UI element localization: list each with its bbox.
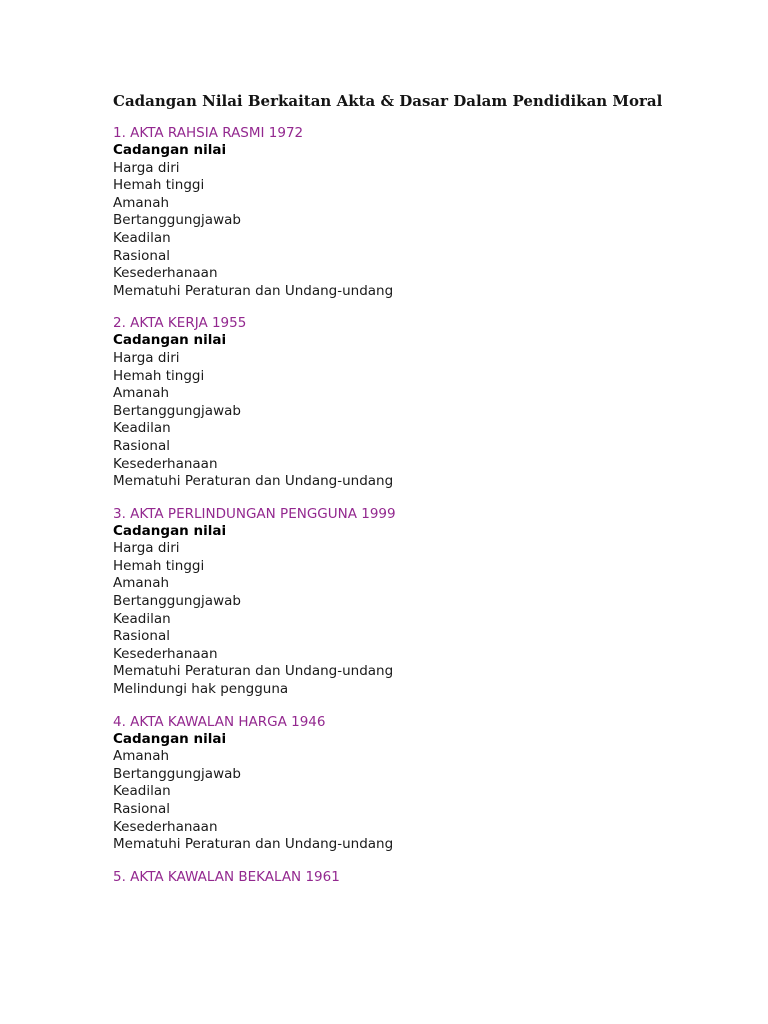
sections-container (113, 124, 733, 886)
value-item: Keadilan (113, 610, 171, 627)
document-title: Cadangan Nilai Berkaitan Akta & Dasar Dalam Pendidikan Moral (113, 92, 663, 110)
value-item: Rasional (113, 628, 170, 645)
act-section (113, 314, 733, 490)
act-section (113, 505, 733, 699)
values-list (113, 748, 733, 854)
act-section (113, 124, 733, 300)
value-item: Mematuhi Peraturan dan Undang-undang (113, 663, 394, 680)
section-heading: 5. AKTA KAWALAN BEKALAN 1961 (113, 868, 340, 885)
value-item: Keadilan (113, 420, 171, 437)
value-item: Hemah tinggi (113, 367, 205, 384)
value-item: Rasional (113, 437, 170, 454)
value-item: Hemah tinggi (113, 177, 205, 194)
value-item: Harga diri (113, 159, 180, 176)
document-page (113, 88, 733, 900)
value-item: Rasional (113, 801, 170, 817)
values-list (113, 540, 733, 698)
section-heading: 4. AKTA KAWALAN HARGA 1946 (113, 713, 326, 730)
value-item: Harga diri (113, 540, 180, 557)
value-item: Kesederhanaan (113, 818, 218, 835)
values-subheading: Cadangan nilai (113, 332, 227, 349)
act-section (113, 868, 733, 886)
section-heading: 3. AKTA PERLINDUNGAN PENGGUNA 1999 (113, 505, 396, 522)
values-subheading: Cadangan nilai (113, 142, 227, 158)
value-item: Amanah (113, 385, 170, 402)
values-subheading: Cadangan nilai (113, 730, 227, 747)
value-item: Bertanggungjawab (113, 402, 241, 419)
value-item: Harga diri (113, 349, 180, 366)
value-item: Bertanggungjawab (113, 212, 241, 229)
value-item: Hemah tinggi (113, 557, 205, 574)
values-list (113, 160, 733, 301)
values-list (113, 350, 733, 491)
value-item: Mematuhi Peraturan dan Undang-undang (113, 473, 394, 490)
section-heading: 2. AKTA KERJA 1955 (113, 315, 247, 332)
value-item: Amanah (113, 194, 170, 211)
value-item: Mematuhi Peraturan dan Undang-undang (113, 836, 394, 853)
act-section (113, 713, 733, 854)
value-item: Mematuhi Peraturan dan Undang-undang (113, 282, 394, 299)
value-item: Bertanggungjawab (113, 593, 241, 610)
value-item: Amanah (113, 575, 170, 592)
value-item: Kesederhanaan (113, 455, 218, 472)
value-item: Keadilan (113, 783, 171, 800)
value-item: Kesederhanaan (113, 645, 218, 662)
value-item: Keadilan (113, 229, 171, 246)
value-item: Melindungi hak pengguna (113, 681, 289, 698)
value-item: Bertanggungjawab (113, 765, 241, 782)
section-heading: 1. AKTA RAHSIA RASMI 1972 (113, 125, 304, 141)
values-subheading: Cadangan nilai (113, 522, 227, 539)
value-item: Kesederhanaan (113, 265, 218, 282)
value-item: Rasional (113, 247, 170, 264)
value-item: Amanah (113, 748, 170, 765)
